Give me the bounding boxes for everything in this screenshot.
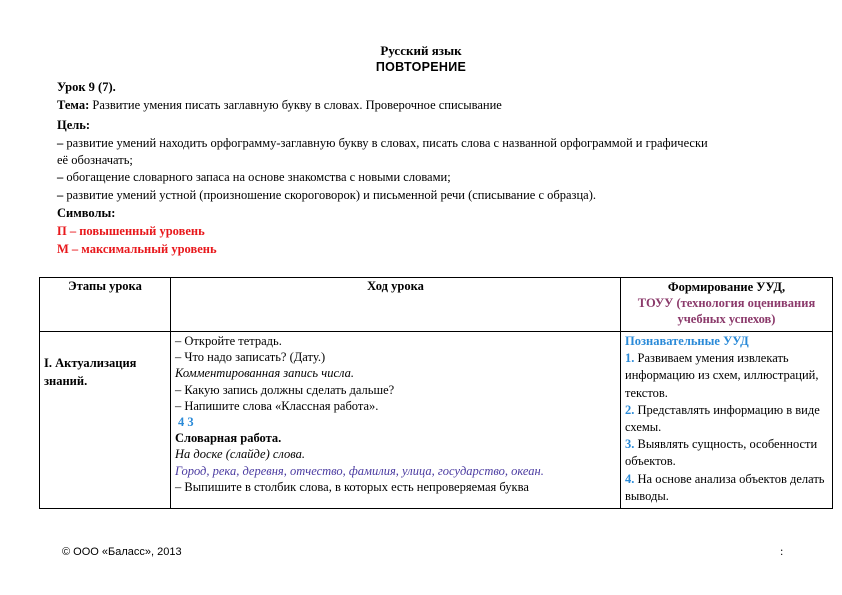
uud-item: 4. На основе анализа объектов делать выводы.	[625, 471, 825, 503]
goal-1: – развитие умений находить орфограмму-заглавную букву в словах, писать слова с названной орфограммой и графически	[57, 136, 708, 150]
header-stages: Этапы урока	[40, 278, 171, 332]
footer-copyright: © ООО «Баласс», 2013	[62, 546, 182, 558]
word-list: Город, река, деревня, отчество, фамилия, улица, государство, океан.	[175, 463, 544, 478]
theme-label: Тема:	[57, 98, 90, 112]
goal-1-cont: её обозначать;	[57, 153, 133, 167]
uud-item: 2. Представлять информацию в виде схемы.	[625, 402, 820, 435]
uud-cell	[621, 332, 833, 509]
course-line: Словарная работа.	[175, 431, 282, 446]
level-marks: 4 3	[178, 415, 194, 430]
symbols-label: Символы:	[57, 206, 116, 220]
course-line: – Что надо записать? (Дату.)	[175, 350, 326, 365]
uud-item: 1. Развиваем умения извлекать информацию из схем, иллюстраций, текстов.	[625, 351, 819, 400]
uud-item: 3. Выявлять сущность, особенности объектов.	[625, 437, 818, 469]
course-line: Комментированная запись числа.	[175, 366, 354, 381]
goal-3: – развитие умений устной (произношение скороговорок) и письменной речи (списывание с образца).	[57, 188, 597, 202]
course-line: – Выпишите в столбик слова, в которых есть непроверяемая буква	[175, 479, 529, 494]
symbol-m: М – максимальный уровень	[57, 242, 217, 256]
course-line: – Какую запись должны сделать дальше?	[175, 382, 395, 397]
symbol-p: П – повышенный уровень	[57, 224, 205, 238]
course-cell	[171, 332, 621, 509]
goal-2: – обогащение словарного запаса на основе знакомства с новыми словами;	[57, 170, 451, 184]
subject-title: Русский язык	[380, 43, 462, 58]
course-line: – Откройте тетрадь.	[175, 334, 282, 348]
table-header-row	[40, 278, 833, 332]
toou-label: ТОУУ (технология оценивания	[637, 296, 816, 311]
lesson-number: Урок 9 (7).	[57, 80, 116, 94]
table-row	[40, 332, 833, 509]
course-line: На доске (слайде) слова.	[175, 447, 305, 462]
goal-dash: –	[57, 170, 64, 184]
header-uud: Формирование УУД, ТОУУ (технология оценивания учебных успехов)	[621, 278, 833, 332]
course-line: – Напишите слова «Классная работа».	[175, 398, 379, 413]
uud-title: Познавательные УУД	[625, 334, 749, 348]
theme-text: Развитие умения писать заглавную букву в словах. Проверочное списывание	[89, 98, 502, 112]
goal-label: Цель:	[57, 118, 91, 132]
lesson-table	[39, 277, 833, 509]
goal-dash: –	[57, 188, 64, 202]
page-mark: :	[780, 544, 784, 558]
lesson-theme	[57, 98, 502, 113]
stage-cell: I. Актуализация знаний.	[40, 332, 171, 509]
topic-title: ПОВТОРЕНИЕ	[375, 60, 467, 74]
header-course: Ход урока	[171, 278, 621, 332]
goal-dash: –	[57, 136, 64, 150]
